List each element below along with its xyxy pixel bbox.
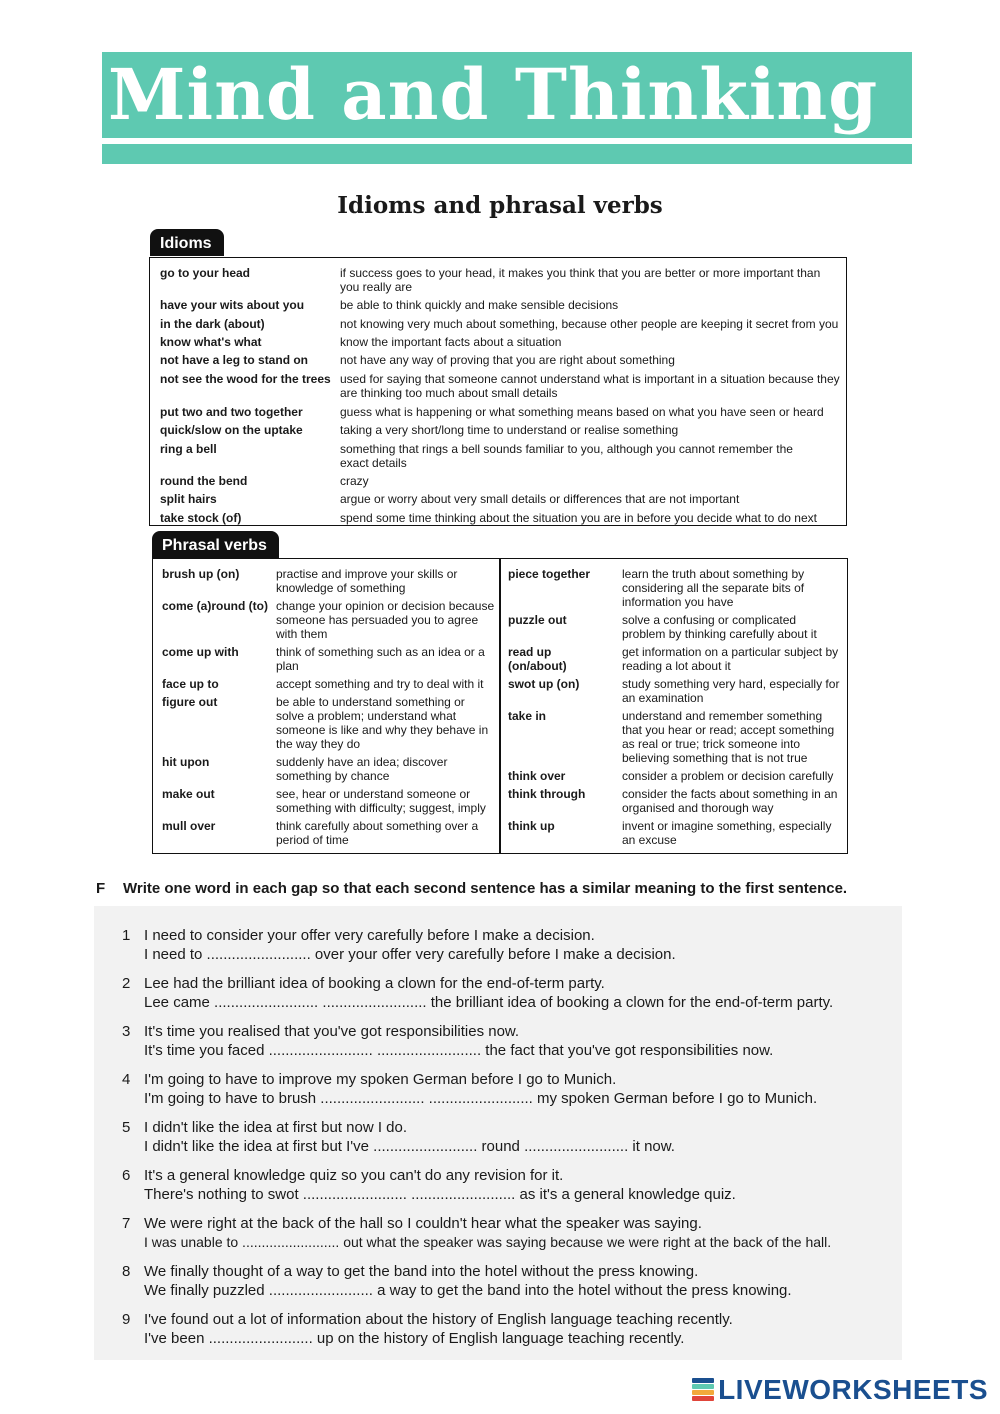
logo-stripe (692, 1396, 714, 1401)
phrasal-verbs-right-column: piece together learn the truth about something by considering all the separate bits of information you have puzzle out solve a confusing or complicated problem by thinking carefully about it read up (on/about) get information on a particular subject by reading a lot about it swot up (on) study something very hard, especially for an examination take in understand and remember something that you hear or read; accept something as real or true; trick someone into believing something that is not true think over consider a problem or decision carefully think through consider the facts about something in an organised and thorough way think up invent or imagine something, especially an excuse (508, 567, 840, 847)
phrasal-verbs-tab: Phrasal verbs (152, 531, 279, 558)
logo-stripe (692, 1378, 714, 1383)
liveworksheets-logo (692, 1374, 988, 1406)
logo-stripe (692, 1390, 714, 1395)
logo-icon (692, 1378, 714, 1402)
logo-text: LIVEWORKSHEETS (718, 1374, 988, 1405)
idioms-tab: Idioms (150, 229, 224, 256)
page-title: Mind and Thinking (108, 53, 879, 136)
exercise-letter: F (96, 880, 106, 897)
logo-stripe (692, 1384, 714, 1389)
phrasal-verbs-left-column: brush up (on) practise and improve your skills or knowledge of something come (a)round (to) change your opinion or decision because someone has persuaded you to agree with them come up with think of something such as an idea or a plan face up to accept something and try to deal with it figure out be able to understand something or solve a problem; understand what someone is like and why they behave in the way they do hit upon suddenly have an idea; discover something by chance make out see, hear or understand someone or something with difficulty; suggest, imply mull over think carefully about something over a period of time (162, 567, 495, 847)
title-banner-stripe (102, 144, 912, 164)
exercise-instruction-text: Write one word in each gap so that each second sentence has a similar meaning to the first sentence. (123, 880, 848, 897)
phrasal-verbs-table (152, 558, 848, 854)
idioms-table: go to your head if success goes to your head, it makes you think that you are better or more important than you really are have your wits about you be able to think quickly and make sensible decisions in the dark (about) not knowing very much about something, because other people are keeping it secret from you know what's what know the important facts about a situation not have a leg to stand on not have any way of proving that you are right about something not see the wood for the trees used for saying that someone cannot understand what is important in a situation because they are thinking too much about small details put two and two together guess what is happening or what something means based on what you have seen or heard quick/slow on the uptake taking a very short/long time to understand or realise something ring a bell something that rings a bell sounds familiar to you, although you cannot remember the exact details round the bend crazy split hairs argue or worry about very small details or differences that are not important take stock (of) spend some time thinking about the situation you are in before you decide what to do next (149, 257, 847, 526)
page-subtitle: Idioms and phrasal verbs (337, 192, 663, 219)
column-divider (499, 559, 501, 853)
exercise-instruction (96, 880, 847, 897)
